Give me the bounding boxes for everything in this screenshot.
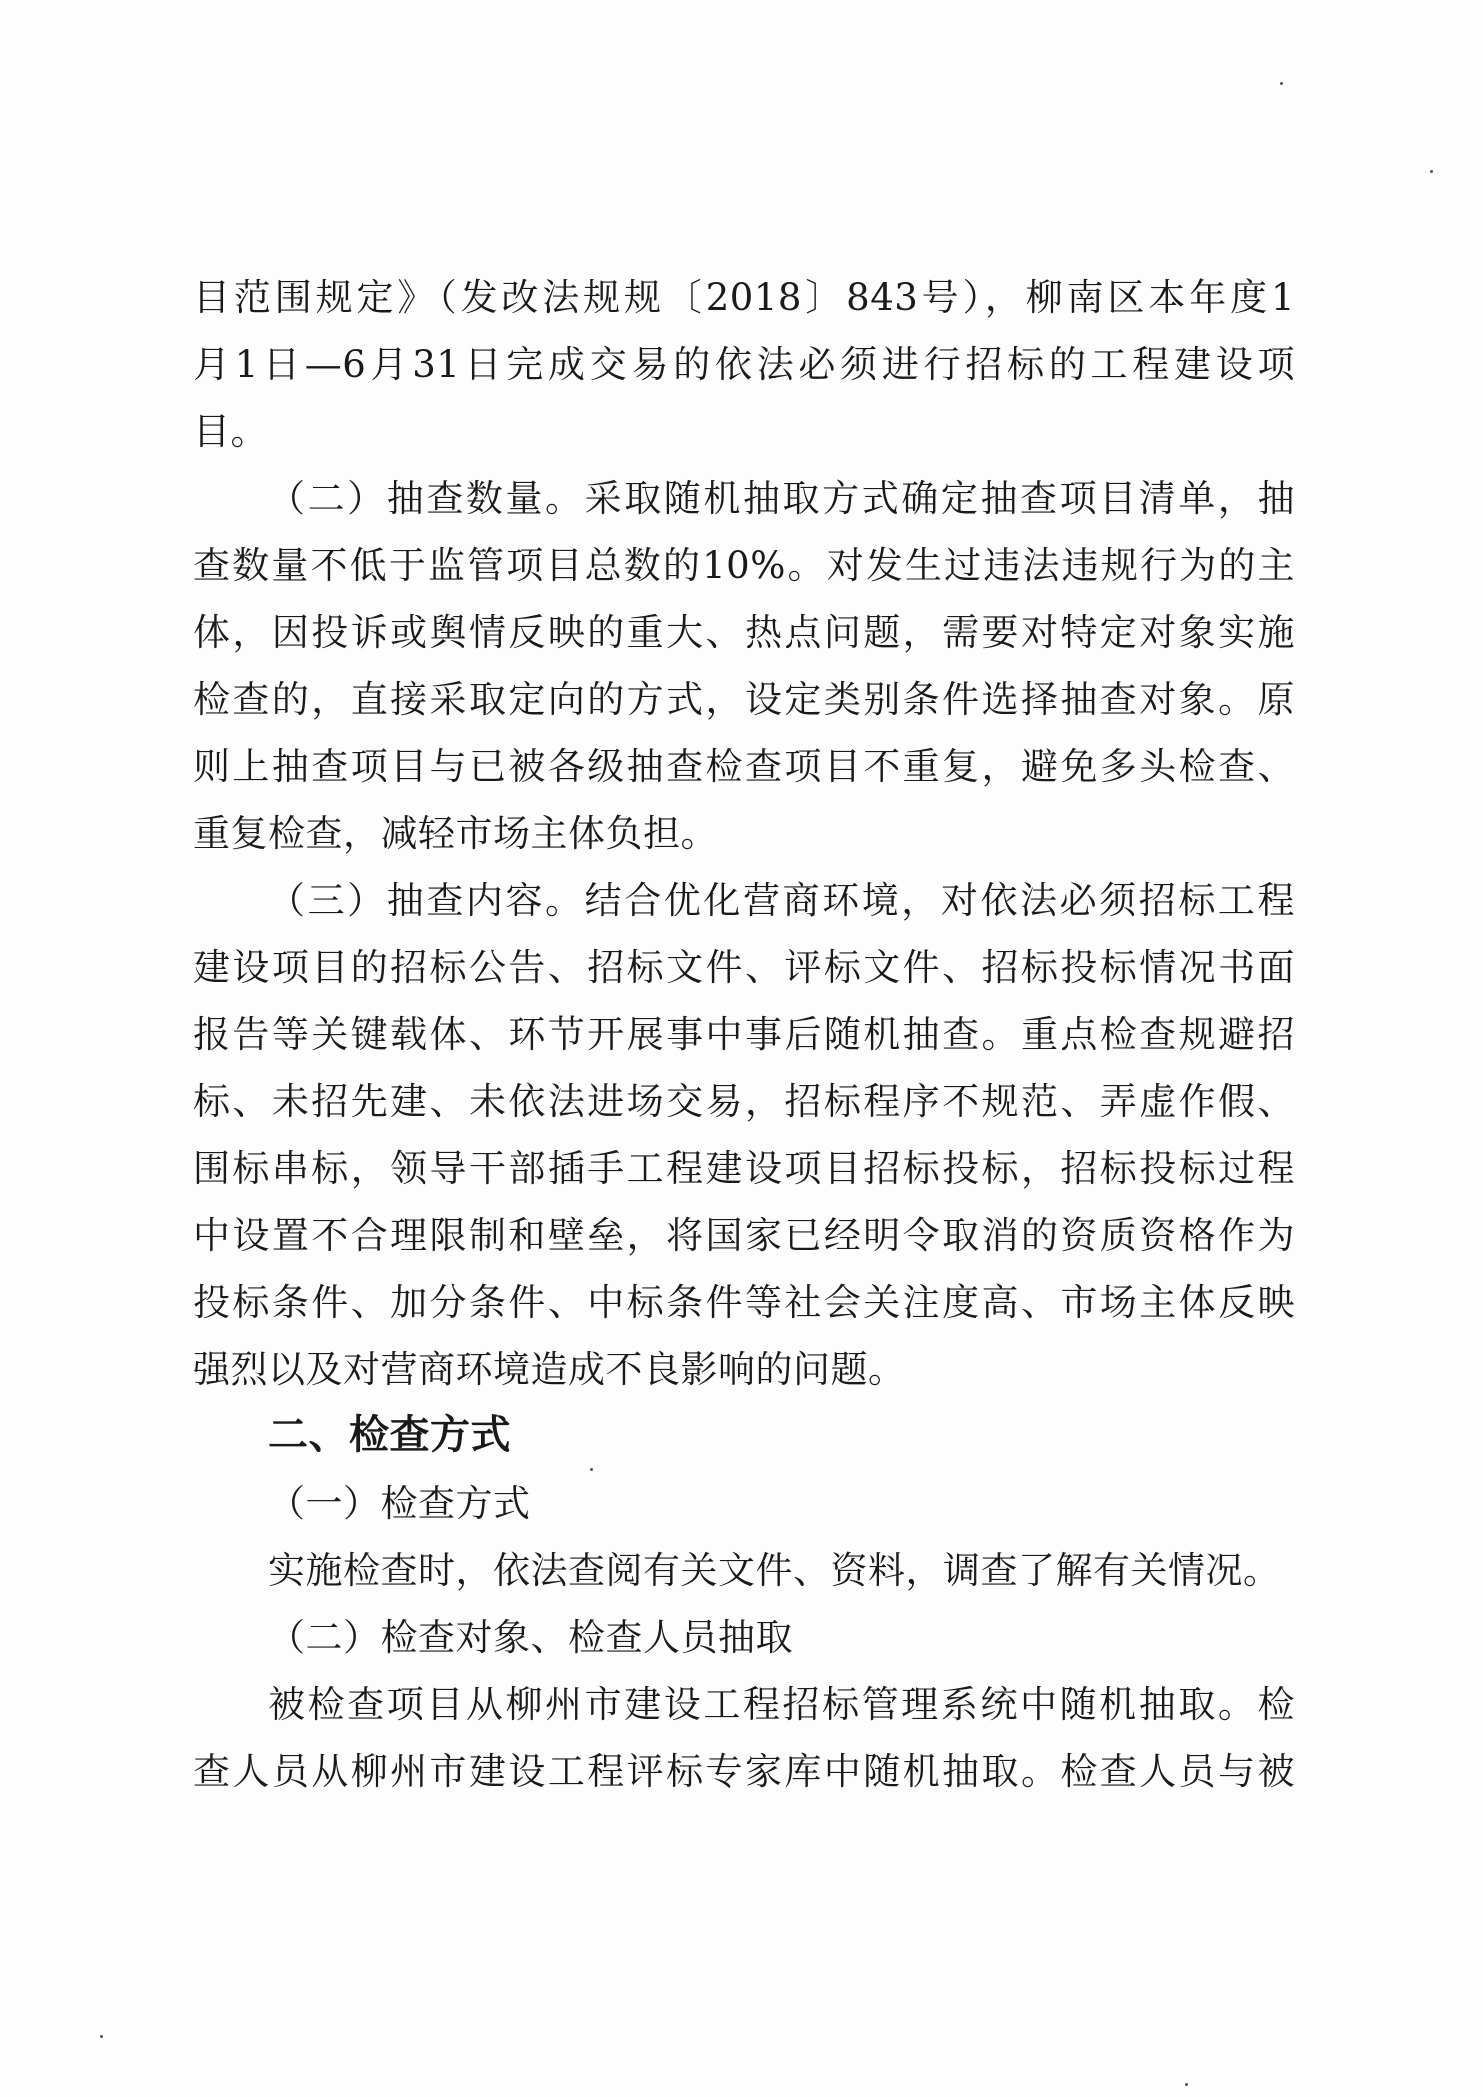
paragraph-line: 建设项目的招标公告、招标文件、评标文件、招标投标情况书面 [193,946,1295,989]
paragraph-line: 查人员从柳州市建设工程评标专家库中随机抽取。检查人员与被 [193,1750,1295,1793]
paragraph-line: 标、未招先建、未依法进场交易，招标程序不规范、弄虚作假、 [193,1080,1295,1123]
section-heading: 二、检查方式 [268,1412,511,1458]
paragraph-line: 中设置不合理限制和壁垒，将国家已经明令取消的资质资格作为 [193,1214,1295,1257]
paragraph-line: 围标串标，领导干部插手工程建设项目招标投标，招标投标过程 [193,1147,1295,1190]
paragraph-line: 则上抽查项目与已被各级抽查检查项目不重复，避免多头检查、 [193,745,1295,788]
paragraph-line: 查数量不低于监管项目总数的10%。对发生过违法违规行为的主 [193,544,1295,587]
scan-speck [1430,170,1433,173]
scan-speck [100,2035,103,2038]
paragraph-line: 重复检查，减轻市场主体负担。 [193,812,718,855]
paragraph-line: 体，因投诉或舆情反映的重大、热点问题，需要对特定对象实施 [193,611,1295,654]
subsection-heading: （一）检查方式 [268,1482,531,1525]
section-item-title: （三）抽查内容。结合优化营商环境，对依法必须招标工程 [268,879,1295,922]
section-item-title: （二）抽查数量。采取随机抽取方式确定抽查项目清单，抽 [268,477,1295,520]
subsection-heading: （二）检查对象、检查人员抽取 [268,1616,793,1659]
paragraph-line: 报告等关键载体、环节开展事中事后随机抽查。重点检查规避招 [193,1013,1295,1056]
paragraph-line: 被检查项目从柳州市建设工程招标管理系统中随机抽取。检 [268,1683,1295,1726]
scan-speck [590,1468,593,1471]
paragraph-line: 强烈以及对营商环境造成不良影响的问题。 [193,1348,906,1391]
paragraph-line: 投标条件、加分条件、中标条件等社会关注度高、市场主体反映 [193,1281,1295,1324]
paragraph-line: 实施检查时，依法查阅有关文件、资料，调查了解有关情况。 [268,1549,1281,1592]
scan-speck [1185,2083,1188,2086]
paragraph-line: 检查的，直接采取定向的方式，设定类别条件选择抽查对象。原 [193,678,1295,721]
paragraph-line: 月1日—6月31日完成交易的依法必须进行招标的工程建设项 [193,343,1295,386]
paragraph-line: 目范围规定》（发改法规规〔2018〕843号），柳南区本年度1 [193,276,1295,319]
scan-speck [1280,82,1283,85]
paragraph-line: 目。 [193,410,268,453]
